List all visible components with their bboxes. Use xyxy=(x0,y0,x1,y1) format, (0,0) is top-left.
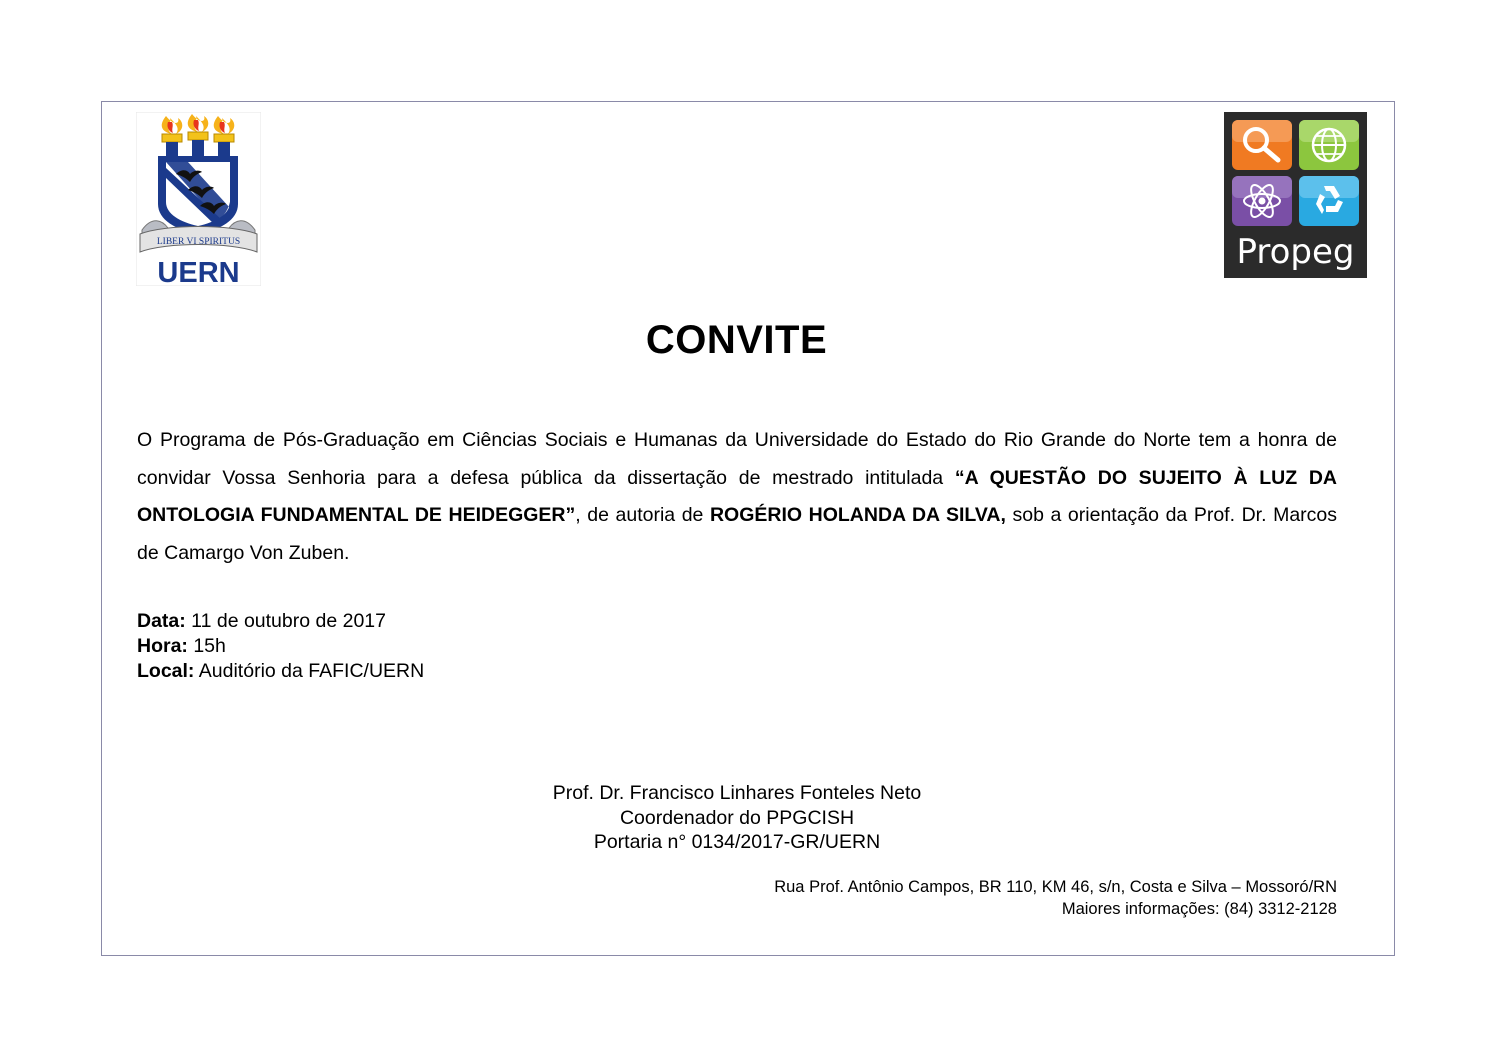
footer-contact: Maiores informações: (84) 3312-2128 xyxy=(1061,900,1337,918)
place-label: Local: xyxy=(137,660,195,682)
signatory-name: Prof. Dr. Francisco Linhares Fonteles Neto xyxy=(552,782,922,804)
place-value: Auditório da FAFIC/UERN xyxy=(194,660,425,682)
footer-address: Rua Prof. Antônio Campos, BR 110, KM 46, s/n, Costa e Silva – Mossoró/RN xyxy=(774,878,1337,896)
recycle-icon xyxy=(1299,176,1359,226)
signatory-role: Coordenador do PPGCISH xyxy=(619,806,855,829)
date-value: 11 de outubro de 2017 xyxy=(185,610,386,632)
footer xyxy=(774,876,1337,920)
invitation-text-1: O Programa de Pós-Graduação em Ciências Sociais e Humanas da Universidade do Estado do Rio Grande do Norte tem a honra de convidar Vossa Senhoria para a defesa pública da dissertação de mestrado intitulada xyxy=(137,429,1337,489)
time-row xyxy=(137,634,424,659)
magnifier-icon xyxy=(1232,120,1292,170)
date-label: Data: xyxy=(137,610,186,632)
time-label: Hora: xyxy=(137,635,188,657)
signatory-ordinance: Portaria n° 0134/2017-GR/UERN xyxy=(593,831,881,853)
dissertation-title: “A QUESTÃO DO SUJEITO À LUZ DA ONTOLOGIA FUNDAMENTAL DE HEIDEGGER” xyxy=(137,466,1337,526)
uern-logo xyxy=(136,112,261,286)
invitation-paragraph xyxy=(137,422,1337,572)
page-title: CONVITE xyxy=(645,318,828,362)
place-row xyxy=(137,659,424,684)
propeg-logo xyxy=(1224,112,1367,278)
time-value: 15h xyxy=(187,635,226,657)
signature-block xyxy=(437,781,1037,855)
date-row xyxy=(137,609,424,634)
propeg-wordmark: Propeg xyxy=(1236,232,1355,272)
event-details xyxy=(137,609,424,684)
invitation-text-2: , de autoria de xyxy=(575,504,710,526)
uern-wordmark: UERN xyxy=(157,257,240,286)
atom-icon xyxy=(1232,176,1292,226)
uern-motto: LIBER VI SPIRITUS xyxy=(156,237,241,247)
globe-icon xyxy=(1299,120,1359,170)
author-name: ROGÉRIO HOLANDA DA SILVA, xyxy=(709,504,1006,526)
invitation-text-3: sob a orientação da Prof. Dr. Marcos de Camargo Von Zuben. xyxy=(137,504,1337,564)
